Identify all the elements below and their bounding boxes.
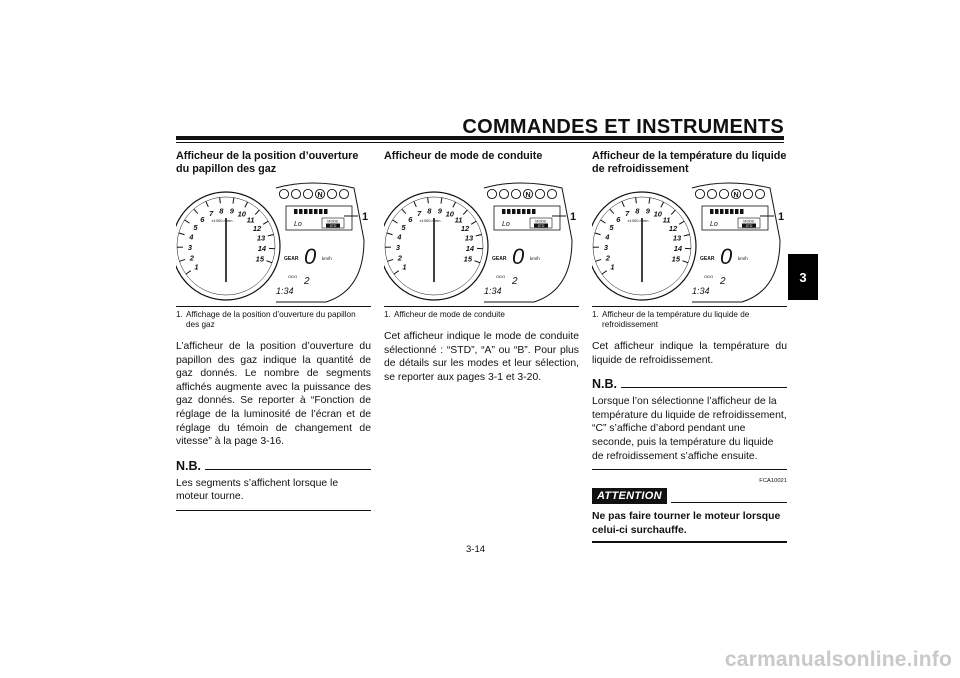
tick-mark (185, 220, 190, 223)
tick-label: 5 (193, 222, 198, 232)
cluster-housing (276, 183, 364, 302)
tick-mark (602, 271, 607, 274)
tick-mark (387, 233, 393, 235)
tick-label: 3 (187, 242, 193, 252)
attention-text: Ne pas faire tourner le moteur lorsque celui-ci surchauffe. (592, 511, 781, 536)
tick-mark (622, 201, 624, 206)
attention-rule (671, 502, 787, 503)
warning-light-icon (279, 189, 288, 198)
throttle-segment (319, 209, 323, 214)
tick-label: 12 (668, 223, 678, 233)
gear-label: GEAR (492, 256, 507, 262)
tick-label: 8 (635, 206, 640, 216)
warning-light-icon (303, 189, 312, 198)
warning-light-icon (719, 189, 728, 198)
tick-mark (682, 261, 688, 263)
tick-mark (595, 233, 601, 235)
caption-text: Afficheur de la température du liquide de refroidissement (602, 310, 750, 329)
warning-light-icon (339, 189, 348, 198)
clock-readout: 1:34 (484, 286, 502, 296)
tick-mark (601, 220, 606, 223)
tick-mark (671, 210, 675, 214)
tick-mark (394, 271, 399, 274)
throttle-segment (522, 209, 526, 214)
tick-label: 6 (616, 214, 621, 224)
caption-text: Affichage de la position d’ouverture du papillon des gaz (186, 310, 356, 329)
figure-caption (384, 306, 579, 320)
column-riding-mode-display (384, 150, 579, 384)
kmh-label: km/h (738, 256, 748, 261)
tick-label: 2 (605, 253, 610, 263)
throttle-segment (730, 209, 734, 214)
tick-mark (476, 235, 482, 236)
tick-label: 9 (645, 206, 650, 216)
figure-caption (176, 306, 371, 330)
attention-header (592, 488, 787, 504)
tick-mark (233, 198, 234, 204)
rpm-label: x1000 r/min (211, 218, 233, 223)
tick-label: 5 (609, 222, 614, 232)
watermark: carmanualsonline.info (724, 648, 952, 671)
tick-label: 6 (200, 214, 205, 224)
neutral-indicator: N (733, 192, 739, 199)
tick-label: 15 (463, 254, 473, 264)
instrument-cluster-figure (176, 180, 371, 304)
warning-light-icon (755, 189, 764, 198)
tick-label: 7 (625, 209, 630, 219)
tick-mark (245, 202, 248, 207)
tick-label: 15 (255, 254, 265, 264)
tick-mark (610, 209, 614, 214)
throttle-segment (512, 209, 516, 214)
clock-readout: 1:34 (692, 286, 710, 296)
speed-readout: 0 (512, 244, 525, 269)
tick-mark (441, 198, 442, 204)
note-rule (621, 387, 787, 388)
throttle-segment (710, 209, 714, 214)
tick-label: 3 (603, 242, 609, 252)
throttle-segment (532, 209, 536, 214)
tick-label: 6 (408, 214, 413, 224)
warning-light-icon (707, 189, 716, 198)
tick-mark (474, 261, 480, 263)
odo-label: ODO (496, 274, 506, 279)
tick-label: 5 (401, 222, 406, 232)
caption-number: 1. (384, 310, 391, 319)
body-paragraph: Cet afficheur indique la température du liquide de refroidissement. (592, 341, 787, 366)
tick-label: 7 (417, 209, 422, 219)
tick-label: 9 (437, 206, 442, 216)
tick-label: 13 (256, 233, 266, 243)
tick-label: 14 (465, 244, 475, 254)
tick-label: 13 (672, 233, 682, 243)
std-label: STD (537, 223, 545, 228)
throttle-segment (715, 209, 719, 214)
warning-light-icon (743, 189, 752, 198)
note-label: N.B. (592, 377, 617, 392)
note-header (176, 459, 371, 473)
section-title: Afficheur de la position d’ouverture du papillon des gaz (176, 150, 359, 175)
body-paragraph: Cet afficheur indique le mode de conduite sélectionné : “STD”, “A” ou “B”. Pour plus de détails sur les modes et leur sélection, se reporter aux pages 3-1 et 3-20. (384, 331, 579, 383)
tick-mark (649, 198, 650, 204)
gear-label: GEAR (700, 256, 715, 262)
speed-readout: 0 (304, 244, 317, 269)
tick-label: 2 (397, 253, 402, 263)
mode-label: MODE (327, 219, 339, 224)
callout-number: 1 (778, 211, 785, 223)
tick-mark (684, 235, 690, 236)
tick-label: 11 (246, 215, 255, 225)
tick-mark (263, 221, 268, 224)
callout-number: 1 (570, 211, 577, 223)
tick-label: 12 (460, 223, 470, 233)
throttle-segment (740, 209, 744, 214)
tick-mark (636, 197, 637, 203)
column-coolant-temp-display (592, 150, 787, 543)
tick-label: 10 (445, 209, 454, 219)
tick-label: 8 (219, 206, 224, 216)
instrument-cluster-figure (592, 180, 787, 304)
section-title: Afficheur de mode de conduite (384, 150, 543, 162)
throttle-segment (299, 209, 303, 214)
warning-light-icon (695, 189, 704, 198)
tick-mark (179, 233, 185, 235)
kmh-label: km/h (322, 256, 332, 261)
throttle-segment (294, 209, 298, 214)
tick-mark (471, 221, 476, 224)
mode-label: MODE (535, 219, 547, 224)
note-text: Lorsque l’on sélectionne l’afficheur de la température du liquide de refroidissement, “C” s’affiche d’abord pendant une seconde, puis la température du liquide de refroidissement s’affiche ensuite. (592, 396, 787, 462)
tick-label: 10 (237, 209, 246, 219)
tick-mark (463, 210, 467, 214)
tick-label: 12 (252, 223, 262, 233)
throttle-segment (304, 209, 308, 214)
warning-light-icon (511, 189, 520, 198)
tick-mark (387, 259, 393, 261)
note-header (592, 377, 787, 391)
throttle-segment (517, 209, 521, 214)
caption-number: 1. (592, 310, 599, 319)
mode-label: MODE (743, 219, 755, 224)
gear-label: GEAR (284, 256, 299, 262)
clock-readout: 1:34 (276, 286, 294, 296)
std-label: STD (329, 223, 337, 228)
tick-mark (402, 209, 406, 214)
throttle-segment (527, 209, 531, 214)
note-rule (205, 469, 371, 470)
throttle-segment (314, 209, 318, 214)
throttle-segment (735, 209, 739, 214)
tick-label: 7 (209, 209, 214, 219)
cluster-housing (692, 183, 780, 302)
instrument-cluster-figure (384, 180, 579, 304)
page-number: 3-14 (466, 544, 486, 555)
warning-light-icon (487, 189, 496, 198)
tick-label: 14 (673, 244, 683, 254)
header-rule-thin (176, 142, 784, 143)
attention-end-rule (592, 541, 787, 543)
caption-number: 1. (176, 310, 183, 319)
gear-readout: 2 (720, 276, 726, 287)
note-end-rule (592, 469, 787, 470)
throttle-segment (725, 209, 729, 214)
neutral-indicator: N (525, 192, 531, 199)
tick-label: 4 (189, 232, 194, 242)
lcd-lo-readout: Lo (710, 221, 718, 228)
note-end-rule (176, 510, 371, 511)
body-paragraph: L’afficheur de la position d’ouverture du papillon des gaz indique la quantité de gaz donnés. Le nombre de segments affichés augmente avec la puissance des gaz donnés. Se reporter à “Fonction de réglage de la luminosité de l’écran et de réglage du témoin de changement de vitesse” à la page 3-16. (176, 341, 371, 448)
tick-label: 4 (605, 232, 610, 242)
chapter-tab: 3 (788, 254, 818, 300)
lcd-lo-readout: Lo (502, 221, 510, 228)
note-label: N.B. (176, 458, 201, 473)
callout-number: 1 (362, 211, 369, 223)
tick-label: 15 (671, 254, 681, 264)
throttle-segment (507, 209, 511, 214)
tick-label: 11 (662, 215, 671, 225)
kmh-label: km/h (530, 256, 540, 261)
rpm-label: x1000 r/min (627, 218, 649, 223)
gear-readout: 2 (304, 276, 310, 287)
section-title: Afficheur de la température du liquide de refroidissement (592, 150, 787, 175)
tick-label: 10 (653, 209, 662, 219)
column-throttle-display (176, 150, 371, 511)
cluster-housing (484, 183, 572, 302)
lcd-lo-readout: Lo (294, 221, 302, 228)
tick-label: 1 (402, 262, 407, 272)
gear-readout: 2 (512, 276, 518, 287)
header-rule (176, 136, 784, 140)
tick-mark (595, 259, 601, 261)
tick-mark (179, 259, 185, 261)
tick-label: 4 (397, 232, 402, 242)
throttle-segment (720, 209, 724, 214)
tick-label: 2 (189, 253, 194, 263)
odo-label: ODO (704, 274, 714, 279)
caption-text: Afficheur de mode de conduite (394, 310, 505, 319)
warning-light-icon (535, 189, 544, 198)
throttle-segment (502, 209, 506, 214)
tick-mark (414, 201, 416, 206)
page-header-title: COMMANDES ET INSTRUMENTS (462, 116, 784, 138)
tick-label: 1 (610, 262, 615, 272)
tick-label: 9 (229, 206, 234, 216)
warning-light-icon (327, 189, 336, 198)
neutral-indicator: N (317, 192, 323, 199)
std-label: STD (745, 223, 753, 228)
throttle-segment (324, 209, 328, 214)
tick-label: 3 (395, 242, 401, 252)
rpm-label: x1000 r/min (419, 218, 441, 223)
tick-mark (255, 210, 259, 214)
tick-label: 11 (454, 215, 463, 225)
odo-label: ODO (288, 274, 298, 279)
tick-mark (428, 197, 429, 203)
tick-mark (453, 202, 456, 207)
tick-mark (194, 209, 198, 214)
tick-mark (266, 261, 272, 263)
speed-readout: 0 (720, 244, 733, 269)
tick-mark (186, 271, 191, 274)
warning-light-icon (547, 189, 556, 198)
tick-label: 14 (257, 244, 267, 254)
tick-label: 13 (464, 233, 474, 243)
reference-code: FCA10021 (759, 478, 787, 485)
tick-mark (661, 202, 664, 207)
figure-caption (592, 306, 787, 330)
tick-mark (679, 221, 684, 224)
warning-light-icon (291, 189, 300, 198)
tick-mark (206, 201, 208, 206)
note-text: Les segments s’affichent lorsque le moteur tourne. (176, 477, 339, 503)
tick-mark (393, 220, 398, 223)
tick-label: 1 (194, 262, 199, 272)
attention-label: ATTENTION (592, 488, 667, 504)
tick-mark (268, 235, 274, 236)
tick-label: 8 (427, 206, 432, 216)
warning-light-icon (499, 189, 508, 198)
throttle-segment (309, 209, 313, 214)
tick-mark (220, 197, 221, 203)
